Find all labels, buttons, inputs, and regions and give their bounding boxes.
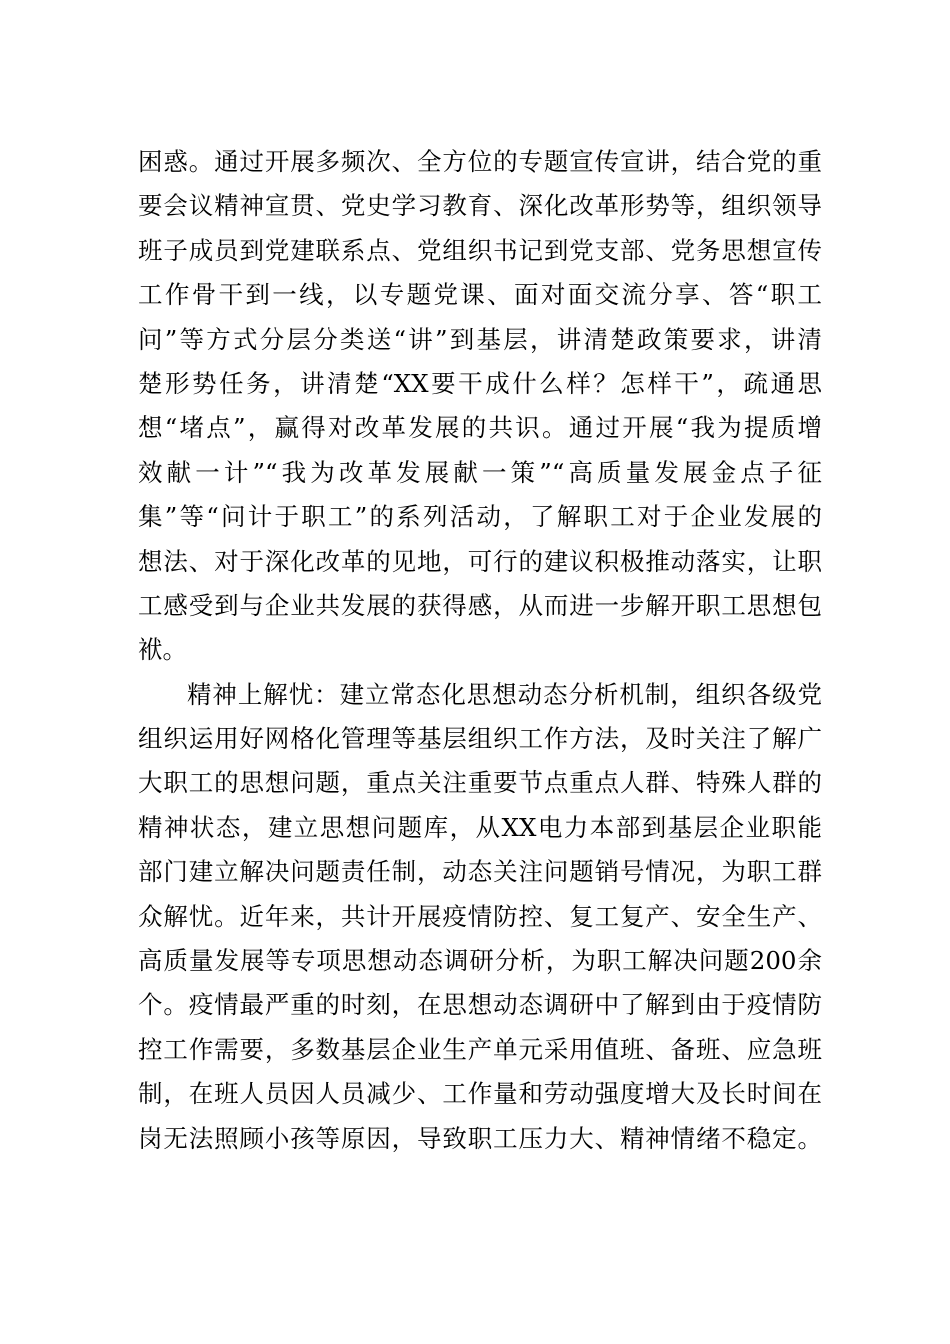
text-line: 大职工的思想问题，重点关注重要节点重点人群、特殊人群的 xyxy=(138,768,822,798)
text-line: 岗无法照顾小孩等原因，导致职工压力大、精神情绪不稳定。 xyxy=(138,1123,822,1153)
paragraph-1 xyxy=(138,140,822,673)
text-line: 效献一计”“我为改革发展献一策”“高质量发展金点子征 xyxy=(138,457,822,487)
text-line: 集”等“问计于职工”的系列活动，了解职工对于企业发展的 xyxy=(138,502,822,532)
text-line: 高质量发展等专项思想动态调研分析，为职工解决问题200余 xyxy=(138,946,822,976)
text-line: 部门建立解决问题责任制，动态关注问题销号情况，为职工群 xyxy=(138,857,822,887)
text-line: 组织运用好网格化管理等基层组织工作方法，及时关注了解广 xyxy=(138,724,822,754)
text-line: 精神状态，建立思想问题库，从XX电力本部到基层企业职能 xyxy=(138,812,822,842)
text-line: 工作骨干到一线，以专题党课、面对面交流分享、答“职工 xyxy=(138,280,822,310)
paragraph-2 xyxy=(138,673,822,1161)
text-line: 袱。 xyxy=(138,635,187,665)
text-line: 班子成员到党建联系点、党组织书记到党支部、党务思想宣传 xyxy=(138,235,822,265)
text-line: 制，在班人员因人员减少、工作量和劳动强度增大及长时间在 xyxy=(138,1079,822,1109)
text-line: 想法、对于深化改革的见地，可行的建议积极推动落实，让职 xyxy=(138,546,822,576)
text-line: 楚形势任务，讲清楚“XX要干成什么样？怎样干”，疏通思 xyxy=(138,368,822,398)
text-line: 控工作需要，多数基层企业生产单元采用值班、备班、应急班 xyxy=(138,1034,822,1064)
text-line: 困惑。通过开展多频次、全方位的专题宣传宣讲，结合党的重 xyxy=(138,147,822,176)
text-line: 个。疫情最严重的时刻，在思想动态调研中了解到由于疫情防 xyxy=(138,990,822,1020)
text-line: 精神上解忧：建立常态化思想动态分析机制，组织各级党 xyxy=(187,679,822,709)
text-line: 想“堵点”，赢得对改革发展的共识。通过开展“我为提质增 xyxy=(138,413,822,443)
text-line: 众解忧。近年来，共计开展疫情防控、复工复产、安全生产、 xyxy=(138,901,822,931)
text-line: 工感受到与企业共发展的获得感，从而进一步解开职工思想包 xyxy=(138,590,822,620)
text-line: 要会议精神宣贯、党史学习教育、深化改革形势等，组织领导 xyxy=(138,191,822,221)
body-text xyxy=(138,140,822,1161)
text-line: 问”等方式分层分类送“讲”到基层，讲清楚政策要求，讲清 xyxy=(138,324,822,354)
